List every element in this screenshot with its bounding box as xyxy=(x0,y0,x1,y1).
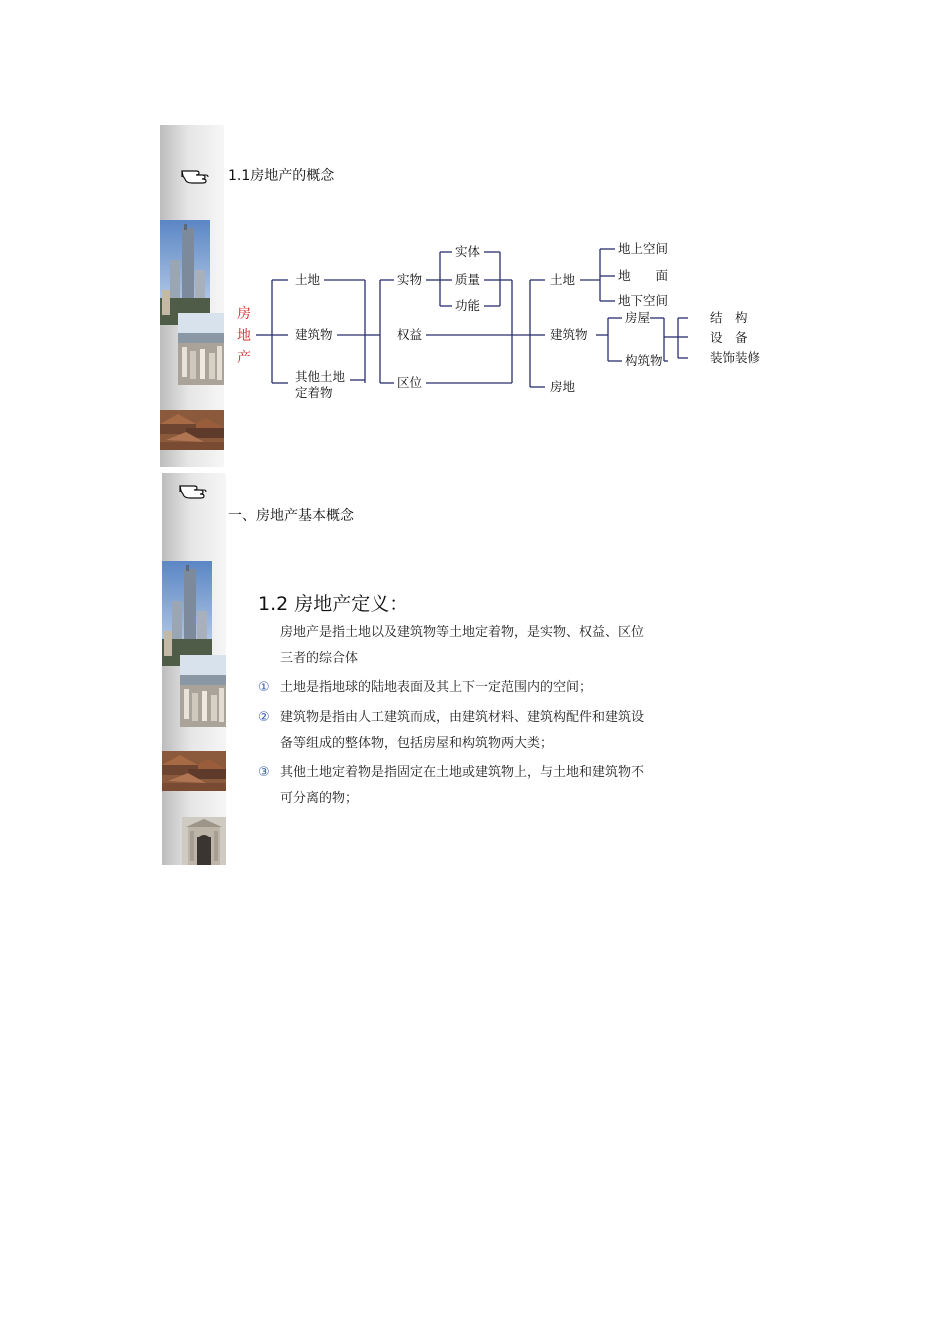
root-char: 产 xyxy=(237,350,251,366)
decorative-photo-strip xyxy=(162,473,226,865)
node-land: 土地 xyxy=(295,272,321,287)
section-title: 一、房地产基本概念 xyxy=(228,508,354,524)
node-underground-space: 地下空间 xyxy=(618,293,669,308)
node-land-2: 土地 xyxy=(550,272,576,287)
definition-heading: 1.2 房地产定义： xyxy=(258,593,409,615)
concept-tree-lines xyxy=(160,125,780,467)
item-line: 备等组成的整体物，包括房屋和构筑物两大类； xyxy=(280,736,554,751)
node-structure-frame: 结 构 xyxy=(710,310,748,325)
harbor-city-photo xyxy=(180,655,226,727)
item-marker: ③ xyxy=(258,765,270,780)
root-char: 地 xyxy=(237,328,251,344)
node-ground-surface: 地 面 xyxy=(618,268,669,283)
rooftops-photo xyxy=(162,751,226,791)
definition-intro xyxy=(280,620,740,672)
historic-gate-photo xyxy=(182,817,226,865)
slide-title: 1.1房地产的概念 xyxy=(228,168,335,184)
node-rights: 权益 xyxy=(397,327,423,342)
pointing-hand-icon xyxy=(178,478,208,500)
node-building: 建筑物 xyxy=(295,327,333,342)
node-decoration: 装饰装修 xyxy=(710,350,761,365)
definition-item-land xyxy=(280,675,740,701)
intro-line: 三者的综合体 xyxy=(280,651,359,666)
item-marker: ① xyxy=(258,680,270,695)
node-building-2: 建筑物 xyxy=(550,327,588,342)
item-line: 建筑物是指由人工建筑而成，由建筑材料、建筑构配件和建筑设 xyxy=(280,710,645,725)
slide-concept-diagram xyxy=(160,125,780,467)
node-function: 功能 xyxy=(455,298,481,313)
node-other-fixtures-line2: 定着物 xyxy=(295,385,333,400)
node-quality: 质量 xyxy=(455,272,481,287)
root-char: 房 xyxy=(237,306,251,322)
item-line: 可分离的物； xyxy=(280,791,359,806)
item-line: 土地是指地球的陆地表面及其上下一定范围内的空间； xyxy=(280,680,593,695)
slide-definition xyxy=(162,473,772,865)
definition-item-other-fixtures xyxy=(280,760,740,812)
root-node-real-estate xyxy=(236,303,252,369)
item-marker: ② xyxy=(258,710,270,725)
skyscraper-photo xyxy=(162,561,212,666)
node-structure: 构筑物 xyxy=(625,353,663,368)
node-entity: 实体 xyxy=(455,244,481,259)
intro-line: 房地产是指土地以及建筑物等土地定着物，是实物、权益、区位 xyxy=(280,625,645,640)
node-house: 房屋 xyxy=(625,310,651,325)
item-line: 其他土地定着物是指固定在土地或建筑物上，与土地和建筑物不 xyxy=(280,765,645,780)
node-other-fixtures-line1: 其他土地 xyxy=(295,369,346,384)
node-location: 区位 xyxy=(397,375,423,390)
node-above-ground-space: 地上空间 xyxy=(618,241,669,256)
node-equipment: 设 备 xyxy=(710,330,748,345)
node-land-building: 房地 xyxy=(550,379,576,394)
definition-item-building xyxy=(280,705,740,757)
node-physical: 实物 xyxy=(397,272,423,287)
